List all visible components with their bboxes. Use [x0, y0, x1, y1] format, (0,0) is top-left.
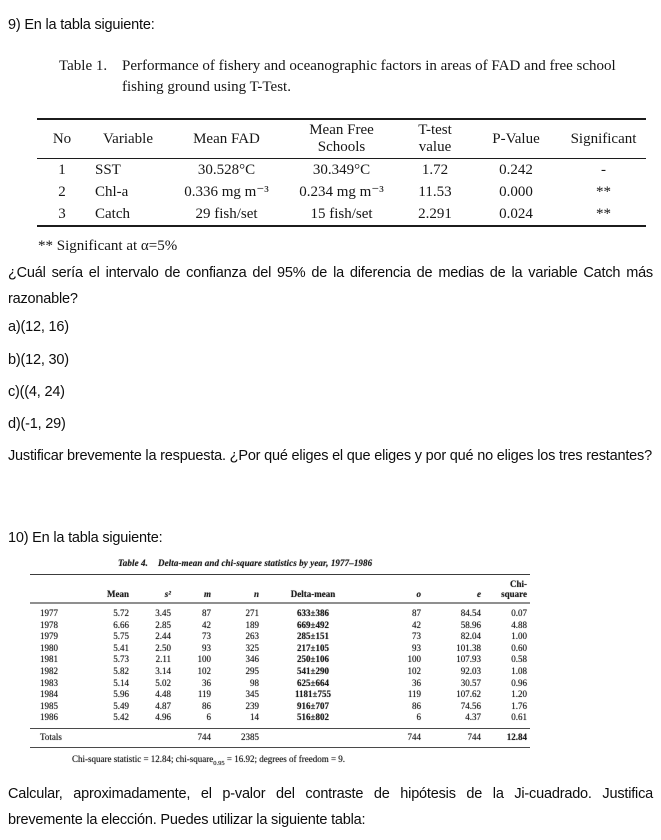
table-row [37, 119, 646, 159]
table-row [30, 666, 530, 678]
table-cell: 87 [202, 608, 211, 618]
table4-footnote-text: Chi-square statistic = 12.84; chi-square [72, 753, 214, 764]
table4-caption-text: Delta-mean and chi-square statistics by year, 1977–1986 [157, 558, 373, 568]
table1-caption [59, 56, 625, 98]
table-header-cell: e [477, 589, 481, 599]
table-cell: 1.76 [511, 700, 527, 711]
table-cell: 6 [206, 712, 211, 723]
table-cell: 3.14 [155, 665, 171, 676]
table-cell: 1980 [40, 642, 58, 653]
table-header-cell: o [416, 589, 421, 599]
table-cell [132, 728, 174, 747]
table1-caption-text: Performance of fishery and oceanographic factors in areas of FAD and free school fishing ground using T-Test. [122, 58, 616, 95]
table-cell: 916±707 [297, 700, 329, 711]
table-row [30, 678, 530, 690]
table-cell: 0.242 [499, 161, 533, 178]
table-cell: 1.72 [421, 161, 449, 178]
table-cell: 1984 [40, 689, 58, 700]
table-cell: 625±664 [297, 677, 329, 688]
table-cell: 0.96 [511, 677, 527, 688]
table-cell: 93 [412, 642, 421, 653]
table-cell: 3.45 [155, 608, 171, 618]
table-cell: 5.72 [113, 608, 129, 618]
table-row [30, 712, 530, 728]
table-cell: 5.41 [113, 642, 129, 653]
table-cell: 1986 [40, 712, 58, 723]
table-cell: 1977 [40, 608, 58, 618]
table-cell: 325 [245, 642, 259, 653]
table-cell: 119 [407, 689, 421, 700]
table-cell: 93 [202, 642, 211, 653]
table-cell: 1979 [40, 631, 58, 642]
table-cell: 189 [245, 619, 259, 630]
table-cell: 5.75 [113, 631, 129, 642]
table-header-cell: Significant [570, 130, 637, 147]
table-cell: 42 [202, 619, 211, 630]
table-row [30, 575, 530, 604]
table-cell: 1983 [40, 677, 58, 688]
table4 [30, 574, 530, 748]
table-cell: 4.48 [155, 689, 171, 700]
table-cell: 5.42 [113, 712, 129, 723]
table-cell [78, 728, 132, 747]
table-cell: 4.37 [465, 712, 481, 723]
table-cell: 0.336 mg m⁻³ [184, 183, 269, 200]
table-cell: 107.93 [456, 654, 481, 665]
table-cell: 285±151 [297, 631, 329, 642]
table-cell: 87 [412, 608, 421, 618]
table-cell: 1 [58, 161, 66, 178]
table-cell: 101.38 [456, 642, 481, 653]
table-cell: 5.82 [113, 665, 129, 676]
table-cell: - [601, 161, 606, 178]
table-cell: 86 [202, 700, 211, 711]
table-cell: 5.14 [113, 677, 129, 688]
table-cell: 1181±755 [295, 689, 331, 700]
table-cell: 1.20 [511, 689, 527, 700]
table-cell: 0.024 [499, 205, 533, 222]
table-cell: SST [95, 161, 121, 178]
table-cell: 42 [412, 619, 421, 630]
table-cell: 250±106 [297, 654, 329, 665]
table-header-cell: n [253, 589, 259, 599]
table-cell: 58.96 [460, 619, 481, 630]
table-cell: 4.88 [511, 619, 527, 630]
option-d: d)(-1, 29) [8, 416, 66, 432]
table-cell: 30.349°C [312, 161, 371, 178]
table-cell: 2.85 [155, 619, 171, 630]
table-cell: 5.02 [155, 677, 171, 688]
table-cell: 2.11 [155, 654, 171, 665]
table-cell: 669±492 [297, 619, 329, 630]
table-cell: 0.60 [511, 642, 527, 653]
table-cell: 744 [197, 731, 211, 742]
question-9-text: ¿Cuál sería el intervalo de confianza del 95% de la diferencia de medias de la variable Catch más razonable? [8, 265, 653, 307]
table-row [30, 643, 530, 655]
table-cell: 217±105 [297, 642, 329, 653]
table-cell: ** [596, 183, 611, 200]
table-cell: 74.56 [460, 700, 481, 711]
table-header-cell: T-test value [418, 122, 452, 155]
option-c: c)((4, 24) [8, 384, 65, 400]
table-header-cell: Mean FAD [193, 130, 260, 147]
table-header-cell: No [52, 130, 72, 147]
table-cell: 516±802 [297, 712, 329, 723]
table-header-cell: m [203, 589, 211, 599]
table-cell: 0.61 [511, 712, 527, 723]
table4-footnote [72, 754, 550, 767]
option-b: b)(12, 30) [8, 352, 69, 368]
table-row [37, 159, 646, 182]
question-10-label: 10) En la tabla siguiente: [8, 530, 163, 546]
table-cell: Chl-a [95, 183, 129, 200]
table-cell: 107.62 [456, 689, 481, 700]
table-cell: 3 [58, 205, 66, 222]
table4-body [30, 603, 530, 728]
table-cell: 92.03 [460, 665, 481, 676]
table-cell: 119 [197, 689, 211, 700]
table-cell: 345 [245, 689, 259, 700]
table1-caption-label: Table 1. [59, 58, 108, 74]
table-cell: 1981 [40, 654, 58, 665]
table-cell: 6.66 [113, 619, 129, 630]
table-cell: 29 fish/set [195, 205, 258, 222]
table-cell: 73 [412, 631, 421, 642]
table-cell: 0.58 [511, 654, 527, 665]
table-cell: 6 [416, 712, 421, 723]
table-row [30, 701, 530, 713]
table-cell: 346 [245, 654, 259, 665]
table-cell: 0.000 [499, 183, 533, 200]
table-row [37, 181, 646, 203]
table-header-cell: Delta-mean [290, 589, 336, 599]
table-cell: 84.54 [460, 608, 481, 618]
table-cell: 2.291 [418, 205, 452, 222]
table-cell: 102 [197, 665, 211, 676]
table-cell: Totals [40, 731, 62, 742]
table-cell [262, 728, 364, 747]
table-cell: 1978 [40, 619, 58, 630]
table-cell: 11.53 [418, 183, 452, 200]
table1 [37, 118, 646, 227]
table-cell: 1.08 [511, 665, 527, 676]
table-cell: 633±386 [297, 608, 329, 618]
table-row [30, 631, 530, 643]
table-cell: 1.00 [511, 631, 527, 642]
table-header-cell: Mean Free Schools [309, 122, 374, 155]
table4-footnote-subscript: 0.95 [213, 759, 225, 767]
table-row [30, 689, 530, 701]
table-cell: 295 [245, 665, 259, 676]
table4-caption-label: Table 4. [118, 558, 148, 568]
table-cell: 30.528°C [197, 161, 256, 178]
table4-caption [118, 558, 550, 568]
table-cell: 12.84 [506, 731, 527, 742]
table-cell: 271 [245, 608, 259, 618]
table4-footnote-text-end: = 16.92; degrees of freedom = 9. [224, 753, 346, 764]
table-cell: 1985 [40, 700, 58, 711]
table-cell: 263 [245, 631, 259, 642]
table-cell: 98 [250, 677, 259, 688]
table-cell: 4.87 [155, 700, 171, 711]
table-row [30, 620, 530, 632]
table-cell: 2385 [241, 731, 259, 742]
table-cell: 36 [412, 677, 421, 688]
question-9-label: 9) En la tabla siguiente: [8, 17, 155, 33]
table-cell: 30.57 [460, 677, 481, 688]
table-cell: 100 [407, 654, 421, 665]
table-cell: 744 [407, 731, 421, 742]
table-row [30, 603, 530, 620]
table-header-cell: s² [164, 589, 171, 599]
table-header-cell: P-Value [492, 130, 540, 147]
table-cell: 2.44 [155, 631, 171, 642]
table4-header [30, 575, 530, 604]
table1-body [37, 159, 646, 227]
table1-footnote: ** Significant at α=5% [38, 238, 178, 254]
table-cell: 73 [202, 631, 211, 642]
table4-scan [30, 554, 550, 766]
table-cell: 14 [250, 712, 259, 723]
table-header-cell: Chi-square [501, 579, 527, 599]
table-cell: 541±290 [297, 665, 329, 676]
table-cell: 2 [58, 183, 66, 200]
option-a: a)(12, 16) [8, 319, 69, 335]
table-cell: 100 [197, 654, 211, 665]
table-cell: 0.07 [511, 608, 527, 618]
table-cell: 744 [467, 731, 481, 742]
table-header-cell [30, 575, 78, 604]
table4-totals [30, 728, 530, 747]
table-cell: ** [596, 205, 611, 222]
question-9-justify-prompt: Justificar brevemente la respuesta. ¿Por qué eliges el que eliges y por qué no eliges los tres restantes? [8, 448, 652, 464]
table-header-cell: Variable [103, 130, 153, 147]
table1-header [37, 119, 646, 159]
question-10-task: Calcular, aproximadamente, el p-valor del contraste de hipótesis de la Ji-cuadrado. Justifica brevemente la elección. Puedes utilizar la siguiente tabla: [8, 786, 653, 828]
table-cell: 5.49 [113, 700, 129, 711]
table-header-cell: Mean [107, 589, 129, 599]
table-cell: 86 [412, 700, 421, 711]
table-cell: Catch [95, 205, 130, 222]
table-cell: 239 [245, 700, 259, 711]
table-cell: 1982 [40, 665, 58, 676]
table-cell: 102 [407, 665, 421, 676]
table-cell: 2.50 [155, 642, 171, 653]
table-cell: 0.234 mg m⁻³ [299, 183, 384, 200]
table4-totals-row [30, 728, 530, 747]
table-cell: 5.96 [113, 689, 129, 700]
table-cell: 15 fish/set [310, 205, 373, 222]
table-row [30, 654, 530, 666]
table-cell: 82.04 [460, 631, 481, 642]
table-row [37, 203, 646, 226]
table-cell: 5.73 [113, 654, 129, 665]
table-cell: 4.96 [155, 712, 171, 723]
table-cell: 36 [202, 677, 211, 688]
